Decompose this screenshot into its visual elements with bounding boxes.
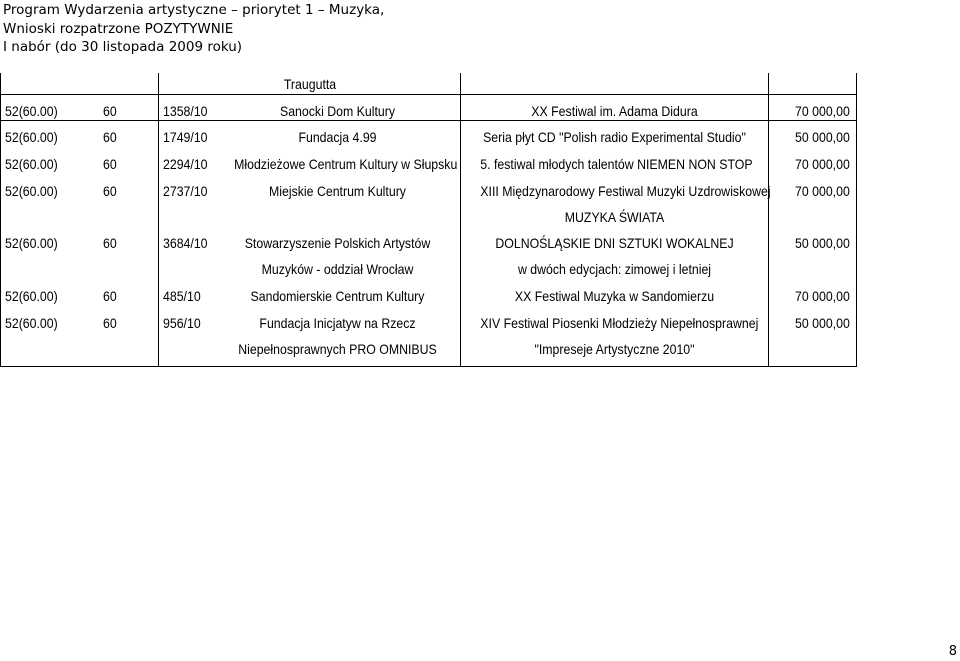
row-applicant: Niepełnosprawnych PRO OMNIBUS [238,341,437,357]
row-applicant: Miejskie Centrum Kultury [269,183,406,199]
row-code: 52(60.00) [5,156,58,172]
row-application-number: 3684/10 [163,235,208,251]
row-score: 60 [103,183,117,199]
row-application-number: 2294/10 [163,156,208,172]
row-score: 60 [103,288,117,304]
row-score: 60 [103,315,117,331]
row-project-title: XX Festiwal im. Adama Didura [531,103,698,119]
row-divider [1,120,856,121]
row-applicant: Stowarzyszenie Polskich Artystów [244,235,431,251]
row-project-title: Seria płyt CD "Polish radio Experimental Studio" [483,129,746,145]
row-score: 60 [103,129,117,145]
row-amount: 50 000,00 [795,315,850,331]
header-program-title: Program Wydarzenia artystyczne – priorytet 1 – Muzyka, [3,2,385,18]
row-applicant: Młodzieżowe Centrum Kultury w Słupsku [234,156,458,172]
row-application-number: 1749/10 [163,129,208,145]
row-amount: 70 000,00 [795,288,850,304]
row-score: 60 [103,103,117,119]
row-code: 52(60.00) [5,129,58,145]
row-code: 52(60.00) [5,315,58,331]
row-application-number: 2737/10 [163,183,208,199]
row-amount: 70 000,00 [795,103,850,119]
row-amount: 50 000,00 [795,129,850,145]
row-code: 52(60.00) [5,103,58,119]
column-divider [158,73,159,366]
page-number: 8 [948,644,957,659]
row-application-number: 485/10 [163,288,201,304]
row-application-number: 956/10 [163,315,201,331]
row-code: 52(60.00) [5,235,58,251]
row-applicant: Muzyków - oddział Wrocław [261,261,414,277]
row-divider [1,94,856,95]
carry-over-text: Traugutta [283,76,337,92]
row-applicant: Fundacja 4.99 [298,129,377,145]
row-applicant: Fundacja Inicjatyw na Rzecz [259,315,416,331]
row-amount: 50 000,00 [795,235,850,251]
header-status: Wnioski rozpatrzone POZYTYWNIE [3,20,234,37]
row-project-title: XIV Festiwal Piosenki Młodzieży Niepełnosprawnej [480,315,759,331]
row-score: 60 [103,156,117,172]
row-code: 52(60.00) [5,288,58,304]
row-code: 52(60.00) [5,183,58,199]
header-round: I nabór (do 30 listopada 2009 roku) [3,39,243,55]
row-project-title: DOLNOŚLĄSKIE DNI SZTUKI WOKALNEJ [495,235,734,251]
document-header [3,1,384,57]
row-project-title: XIII Międzynarodowy Festiwal Muzyki Uzdrowiskowej [480,183,771,199]
row-application-number: 1358/10 [163,103,208,119]
row-applicant: Sandomierskie Centrum Kultury [250,288,425,304]
row-applicant: Sanocki Dom Kultury [279,103,396,119]
row-amount: 70 000,00 [795,183,850,199]
row-amount: 70 000,00 [795,156,850,172]
row-project-title: MUZYKA ŚWIATA [564,209,665,225]
row-project-title: w dwóch edycjach: zimowej i letniej [517,261,712,277]
column-divider [460,73,461,366]
column-divider [768,73,769,366]
row-score: 60 [103,235,117,251]
row-project-title: "Impreseje Artystyczne 2010" [534,341,695,357]
row-project-title: XX Festiwal Muzyka w Sandomierzu [514,288,715,304]
row-project-title: 5. festiwal młodych talentów NIEMEN NON STOP [480,156,753,172]
